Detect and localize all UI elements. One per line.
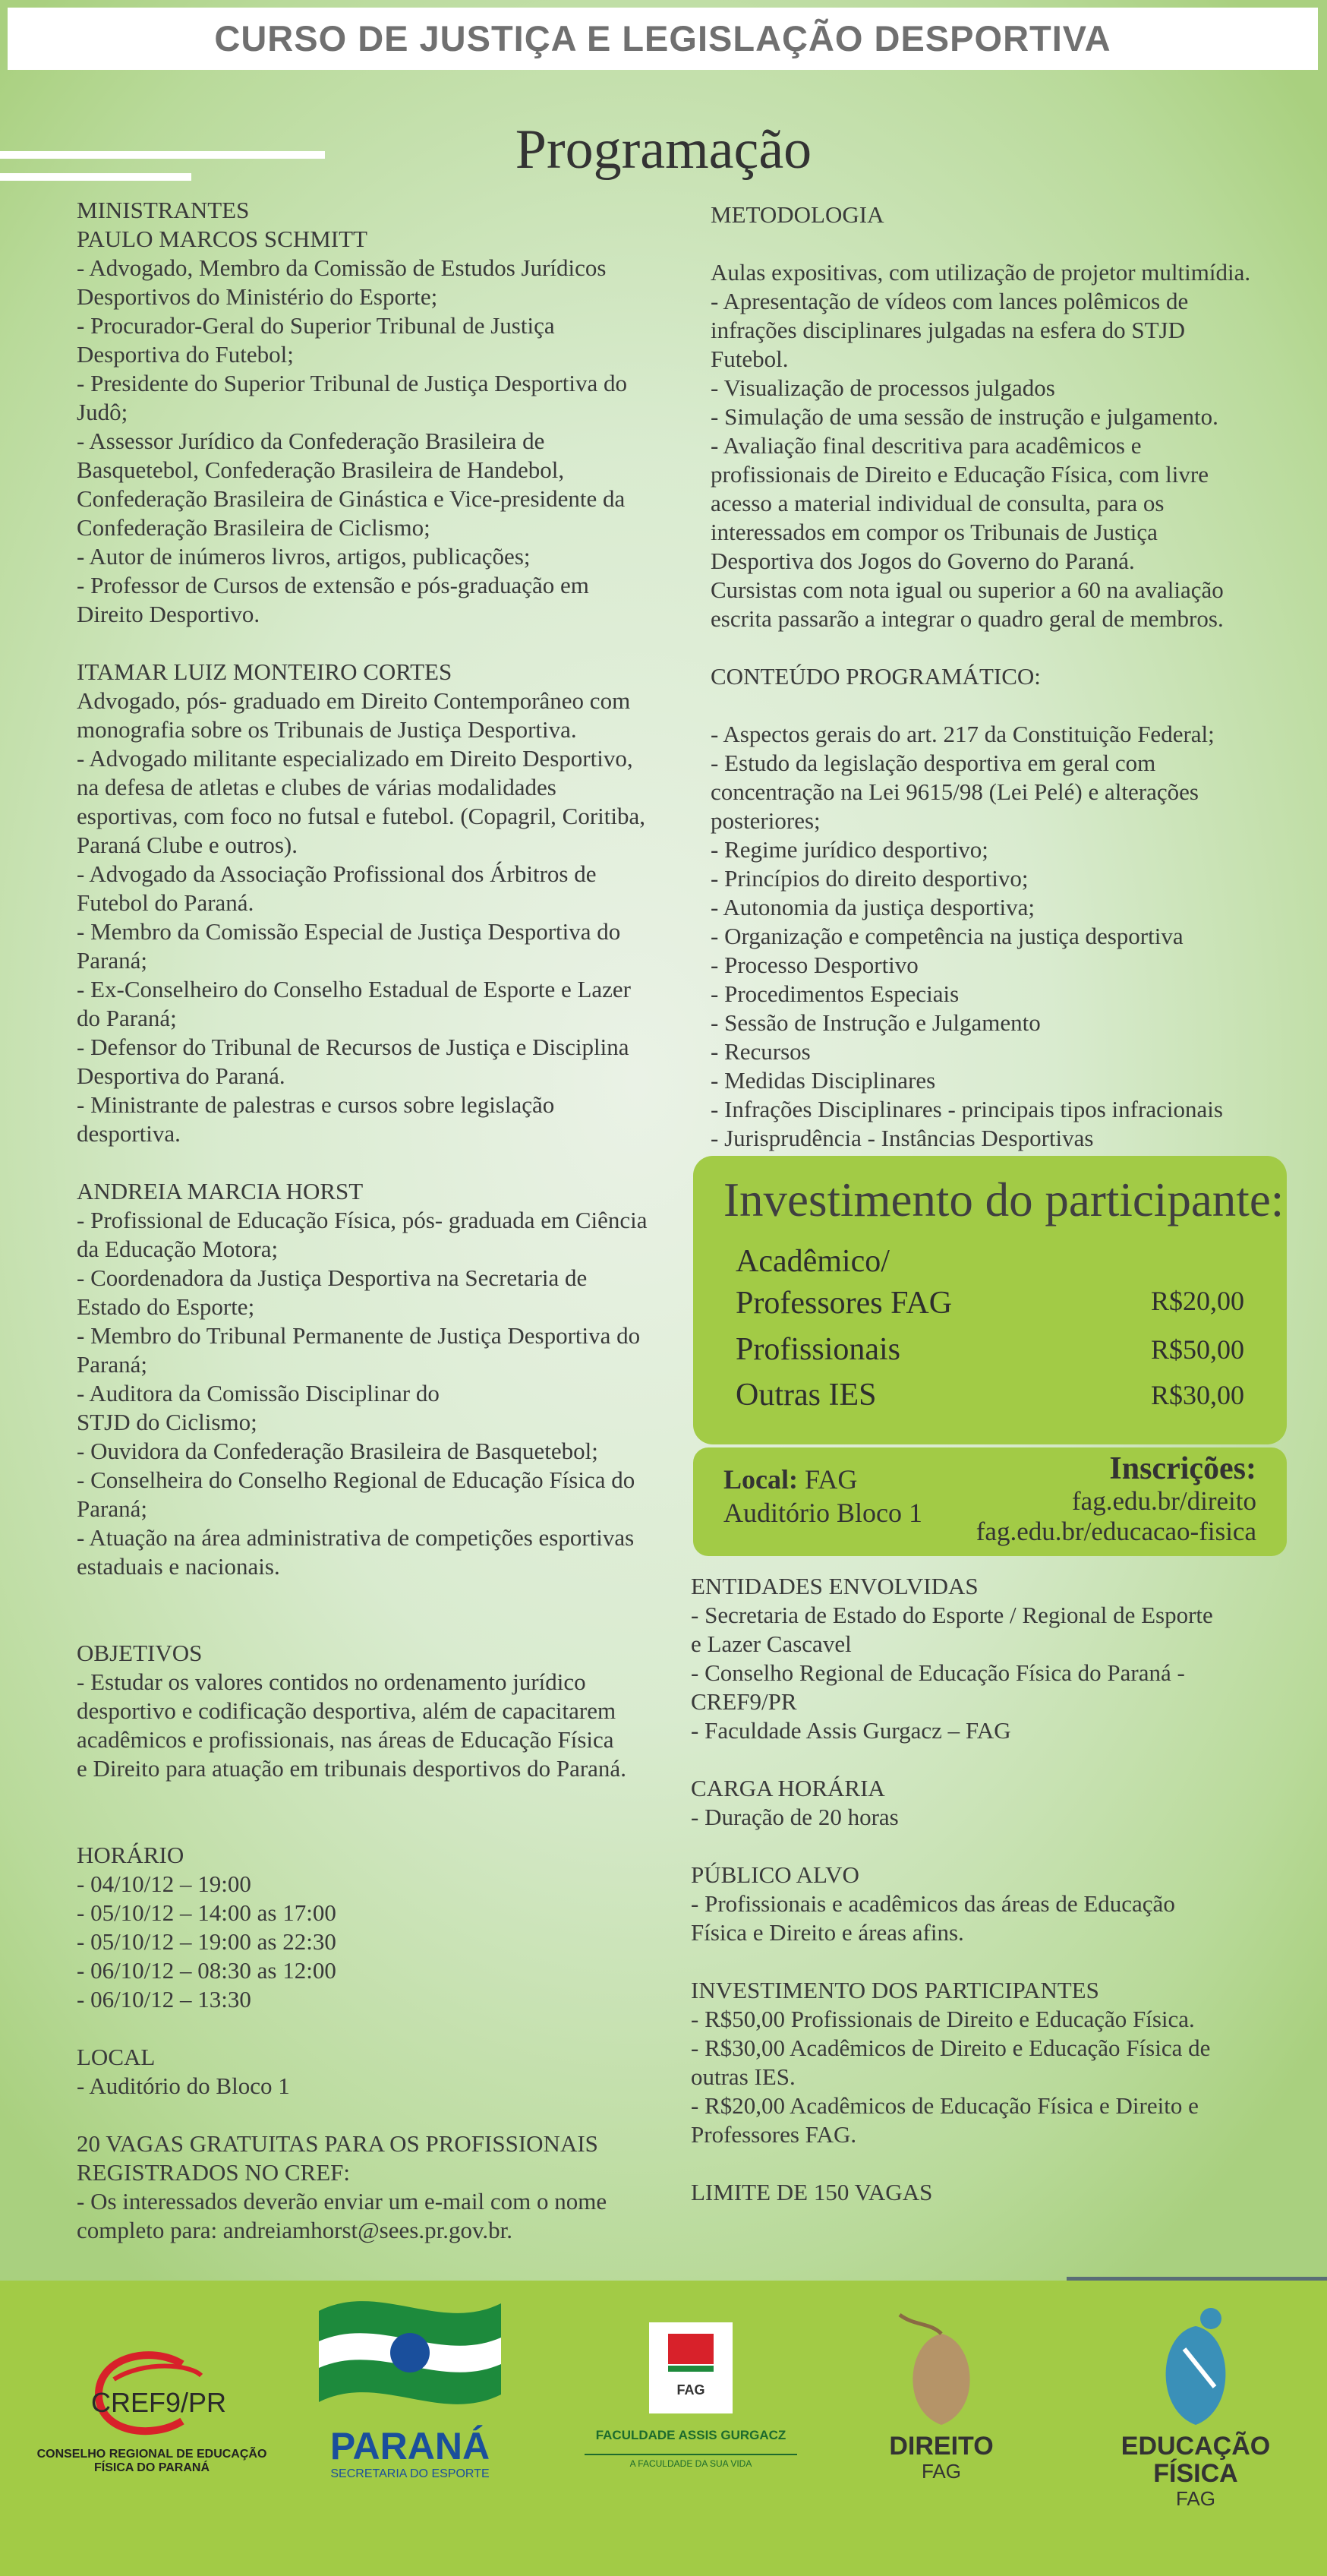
text-line: - Auditório do Bloco 1 [77, 2072, 290, 2099]
text-line: - Secretaria de Estado do Esporte / Regional de Esporte [691, 1602, 1213, 1628]
conteudo-block [711, 720, 1303, 1153]
text-line: - Recursos [711, 1038, 811, 1065]
text-line: - Presidente do Superior Tribunal de Justiça Desportiva do [77, 370, 627, 396]
andreia-block [77, 1206, 699, 1581]
cref-caption: CONSELHO REGIONAL DE EDUCAÇÃO [36, 2448, 267, 2461]
price-label: Profissionais [736, 1332, 901, 1367]
text-line: na defesa de atletas e clubes de várias modalidades [77, 774, 556, 800]
text-line: desportivo e codificação desportiva, além de capacitarem [77, 1697, 616, 1724]
cref-logo [30, 2341, 273, 2475]
section-heading-carga: CARGA HORÁRIA [691, 1775, 885, 1801]
text-line: - Infrações Disciplinares - principais tipos infracionais [711, 1096, 1223, 1122]
price-row-profissionais [736, 1329, 1244, 1371]
entidades-block [691, 1601, 1298, 1745]
section-heading-metodologia: METODOLOGIA [711, 201, 884, 228]
ministrantes-block [77, 225, 699, 629]
text-line: - Autor de inúmeros livros, artigos, publicações; [77, 543, 531, 570]
section-heading-investimento: INVESTIMENTO DOS PARTICIPANTES [691, 1977, 1099, 2003]
text-line: - 04/10/12 – 19:00 [77, 1870, 251, 1897]
text-line: e Direito para atuação em tribunais desportivos do Paraná. [77, 1755, 626, 1782]
text-line: - R$50,00 Profissionais de Direito e Educação Física. [691, 2006, 1195, 2032]
direito-sub: FAG [921, 2460, 961, 2483]
text-line: - Auditora da Comissão Disciplinar do [77, 1380, 440, 1406]
carga-block [691, 1803, 1298, 1832]
text-line: - 06/10/12 – 08:30 as 12:00 [77, 1957, 336, 1984]
section-heading-publico: PÚBLICO ALVO [691, 1861, 859, 1888]
text-line: e Lazer Cascavel [691, 1631, 852, 1657]
text-line: - Organização e competência na justiça desportiva [711, 923, 1184, 949]
text-line: STJD do Ciclismo; [77, 1409, 257, 1435]
text-line: Desportiva do Paraná. [77, 1062, 285, 1089]
text-line: Desportivos do Ministério do Esporte; [77, 283, 438, 310]
investimento-block [691, 2005, 1298, 2149]
text-line: desportiva. [77, 1120, 181, 1147]
text-line: - Coordenadora da Justiça Desportiva na Secretaria de [77, 1264, 588, 1291]
vagas-block [77, 2129, 699, 2245]
text-line: - Defensor do Tribunal de Recursos de Justiça e Disciplina [77, 1034, 629, 1060]
text-line: Paraná; [77, 1495, 147, 1522]
text-line: monografia sobre os Tribunais de Justiça Desportiva. [77, 716, 577, 743]
right-column-bottom [691, 1572, 1298, 2207]
text-line: outras IES. [691, 2063, 796, 2090]
local-block [77, 2072, 699, 2101]
inscricoes-url-direito[interactable]: fag.edu.br/direito [1072, 1486, 1256, 1516]
text-line: - Atuação na área administrativa de competições esportivas [77, 1524, 635, 1551]
text-line: Futebol. [711, 346, 789, 372]
text-line: - Ministrante de palestras e cursos sobre legislação [77, 1091, 555, 1118]
metodologia-block [711, 258, 1303, 633]
text-line: completo para: andreiamhorst@sees.pr.gov.br. [77, 2217, 513, 2243]
text-line: - Estudo da legislação desportiva em geral com [711, 750, 1156, 776]
text-line: Judô; [77, 399, 128, 425]
text-line: - Procedimentos Especiais [711, 980, 960, 1007]
text-line: Confederação Brasileira de Ciclismo; [77, 514, 430, 541]
course-title-banner: CURSO DE JUSTIÇA E LEGISLAÇÃO DESPORTIVA [8, 8, 1318, 70]
fag-name: FACULDADE ASSIS GURGACZ [595, 2428, 786, 2442]
publico-block [691, 1889, 1298, 1947]
direito-fag-logo [873, 2311, 1010, 2483]
text-line: - 06/10/12 – 13:30 [77, 1986, 251, 2012]
inscricoes-url-educacao-fisica[interactable]: fag.edu.br/educacao-fisica [976, 1517, 1256, 1546]
text-line: Cursistas com nota igual ou superior a 60 na avaliação [711, 576, 1224, 603]
text-line: Física e Direito e áreas afins. [691, 1919, 964, 1946]
text-line: posteriores; [711, 807, 821, 834]
text-line: - Medidas Disciplinares [711, 1067, 936, 1094]
parana-flag-icon [311, 2281, 509, 2425]
text-line: Desportiva dos Jogos do Governo do Paraná. [711, 548, 1135, 574]
text-line: - Advogado, Membro da Comissão de Estudos Jurídicos [77, 254, 607, 281]
text-line: escrita passarão a integrar o quadro geral de membros. [711, 605, 1224, 632]
parana-logo [307, 2281, 512, 2481]
text-line: - R$20,00 Acadêmicos de Educação Física e Direito e [691, 2092, 1199, 2119]
educacao-fisica-name: EDUCAÇÃO FÍSICA [1121, 2432, 1271, 2488]
local-inscricoes-box [693, 1447, 1287, 1556]
page-title: Programação [515, 118, 812, 181]
section-heading-ministrantes: MINISTRANTES [77, 197, 250, 223]
text-line: estaduais e nacionais. [77, 1553, 280, 1580]
price-row-academico [736, 1241, 1244, 1324]
limite-vagas: LIMITE DE 150 VAGAS [691, 2179, 933, 2205]
right-column-top [711, 200, 1303, 1153]
text-line: Aulas expositivas, com utilização de projetor multimídia. [711, 259, 1251, 286]
price-label: Professores FAG [736, 1286, 953, 1321]
text-line: - Advogado militante especializado em Direito Desportivo, [77, 745, 633, 772]
price-value: R$20,00 [1150, 1286, 1244, 1316]
direito-emblem-icon [884, 2311, 998, 2432]
text-line: do Paraná; [77, 1005, 177, 1031]
text-line: - Estudar os valores contidos no ordenamento jurídico [77, 1668, 586, 1695]
price-row-outras-ies [736, 1375, 1244, 1416]
text-line: esportivas, com foco no futsal e futebol. (Copagril, Coritiba, [77, 803, 645, 829]
itamar-block [77, 687, 699, 1148]
text-line: - Profissionais e acadêmicos das áreas de Educação [691, 1890, 1175, 1917]
objetivos-block [77, 1668, 699, 1783]
text-line: da Educação Motora; [77, 1236, 279, 1262]
text-line: concentração na Lei 9615/98 (Lei Pelé) e alterações [711, 778, 1199, 805]
text-line: Direito Desportivo. [77, 601, 260, 627]
text-line: infrações disciplinares julgadas na esfera do STJD [711, 317, 1185, 343]
fag-emblem-icon [645, 2319, 736, 2417]
text-line: - Princípios do direito desportivo; [711, 865, 1029, 892]
text-line: - Aspectos gerais do art. 217 da Constituição Federal; [711, 721, 1215, 747]
local-value: FAG [804, 1464, 858, 1495]
horario-block [77, 1870, 699, 2014]
local-label: Local: [723, 1464, 798, 1495]
inscricoes-label: Inscrições: [1109, 1451, 1256, 1486]
text-line: Advogado, pós- graduado em Direito Contemporâneo com [77, 687, 631, 714]
text-line: - Advogado da Associação Profissional dos Árbitros de [77, 860, 597, 887]
text-line: Desportiva do Futebol; [77, 341, 294, 368]
text-line: interessados em compor os Tribunais de Justiça [711, 519, 1158, 545]
text-line: - Os interessados deverão enviar um e-mail com o nome [77, 2188, 607, 2215]
text-line: Paraná; [77, 1351, 147, 1378]
text-line: - Ouvidora da Confederação Brasileira de Basquetebol; [77, 1438, 598, 1464]
price-label: Outras IES [736, 1378, 877, 1413]
text-line: - R$30,00 Acadêmicos de Direito e Educação Física de [691, 2035, 1211, 2061]
section-heading-objetivos: OBJETIVOS [77, 1640, 203, 1666]
local-line [723, 1463, 857, 1496]
direito-name: DIREITO [889, 2432, 994, 2461]
section-heading-local: LOCAL [77, 2044, 156, 2070]
text-line: - Professor de Cursos de extensão e pós-graduação em [77, 572, 589, 598]
section-heading-andreia: ANDREIA MARCIA HORST [77, 1178, 364, 1204]
text-line: - Autonomia da justiça desportiva; [711, 894, 1035, 920]
text-line: Professores FAG. [691, 2121, 857, 2148]
text-line: - Visualização de processos julgados [711, 374, 1055, 401]
section-heading-conteudo: CONTEÚDO PROGRAMÁTICO: [711, 663, 1041, 690]
cref-caption: FÍSICA DO PARANÁ [94, 2461, 210, 2474]
fag-logo [585, 2319, 797, 2469]
footer-logos [0, 2281, 1327, 2576]
text-line: - Simulação de uma sessão de instrução e julgamento. [711, 403, 1218, 430]
text-line: Estado do Esporte; [77, 1293, 255, 1320]
text-line: - Assessor Jurídico da Confederação Brasileira de [77, 428, 545, 454]
text-line: PAULO MARCOS SCHMITT [77, 226, 367, 252]
left-column [77, 196, 699, 2245]
text-line: Basquetebol, Confederação Brasileira de Handebol, [77, 456, 565, 483]
text-line: - Conselheira do Conselho Regional de Educação Física do [77, 1466, 635, 1493]
section-heading-itamar: ITAMAR LUIZ MONTEIRO CORTES [77, 658, 452, 685]
text-line: - Sessão de Instrução e Julgamento [711, 1009, 1041, 1036]
text-line: 20 VAGAS GRATUITAS PARA OS PROFISSIONAIS [77, 2130, 598, 2157]
text-line: - Conselho Regional de Educação Física do Paraná - [691, 1659, 1185, 1686]
local-line-2: Auditório Bloco 1 [723, 1498, 922, 1528]
price-value: R$50,00 [1150, 1334, 1244, 1365]
investment-box [693, 1156, 1287, 1444]
text-line: acesso a material individual de consulta, para os [711, 490, 1165, 516]
text-line: profissionais de Direito e Educação Física, com livre [711, 461, 1209, 488]
educacao-fisica-sub: FAG [1175, 2487, 1215, 2510]
text-line: Confederação Brasileira de Ginástica e Vice-presidente da [77, 485, 626, 512]
text-line: - 05/10/12 – 14:00 as 17:00 [77, 1899, 336, 1926]
text-line: Paraná Clube e outros). [77, 832, 298, 858]
text-line: CREF9/PR [691, 1688, 797, 1715]
text-line: Paraná; [77, 947, 147, 974]
text-line: REGISTRADOS NO CREF: [77, 2159, 350, 2186]
educacao-fisica-fag-logo [1086, 2303, 1306, 2511]
text-line: - Avaliação final descritiva para acadêmicos e [711, 432, 1142, 459]
price-value: R$30,00 [1150, 1380, 1244, 1410]
price-label: Acadêmico/ [736, 1244, 890, 1279]
investment-heading: Investimento do participante: [723, 1173, 1284, 1226]
text-line: - Membro do Tribunal Permanente de Justiça Desportiva do [77, 1322, 641, 1349]
text-line: - Faculdade Assis Gurgacz – FAG [691, 1717, 1011, 1744]
text-line: acadêmicos e profissionais, nas áreas de Educação Física [77, 1726, 614, 1753]
text-line: - Processo Desportivo [711, 952, 919, 978]
text-line: - Jurisprudência - Instâncias Desportivas [711, 1125, 1094, 1151]
section-heading-horario: HORÁRIO [77, 1842, 184, 1868]
text-line: - Membro da Comissão Especial de Justiça Desportiva do [77, 918, 621, 945]
parana-name: PARANÁ [329, 2425, 490, 2467]
parana-caption: SECRETARIA DO ESPORTE [330, 2467, 490, 2480]
text-line: - Regime jurídico desportivo; [711, 836, 988, 863]
text-line: - Procurador-Geral do Superior Tribunal de Justiça [77, 312, 555, 339]
fag-caption: A FACULDADE DA SUA VIDA [585, 2454, 797, 2469]
text-line: - Ex-Conselheiro do Conselho Estadual de Esporte e Lazer [77, 976, 631, 1002]
text-line: Futebol do Paraná. [77, 889, 254, 916]
section-heading-entidades: ENTIDADES ENVOLVIDAS [691, 1573, 979, 1599]
text-line: - Apresentação de vídeos com lances polêmicos de [711, 288, 1189, 314]
text-line: - 05/10/12 – 19:00 as 22:30 [77, 1928, 336, 1955]
cref-name: CREF9/PR [91, 2387, 227, 2418]
fag-mark: FAG [676, 2382, 705, 2398]
educacao-fisica-emblem-icon [1139, 2303, 1253, 2432]
text-line: - Profissional de Educação Física, pós- graduada em Ciência [77, 1207, 648, 1233]
text-line: - Duração de 20 horas [691, 1804, 899, 1830]
